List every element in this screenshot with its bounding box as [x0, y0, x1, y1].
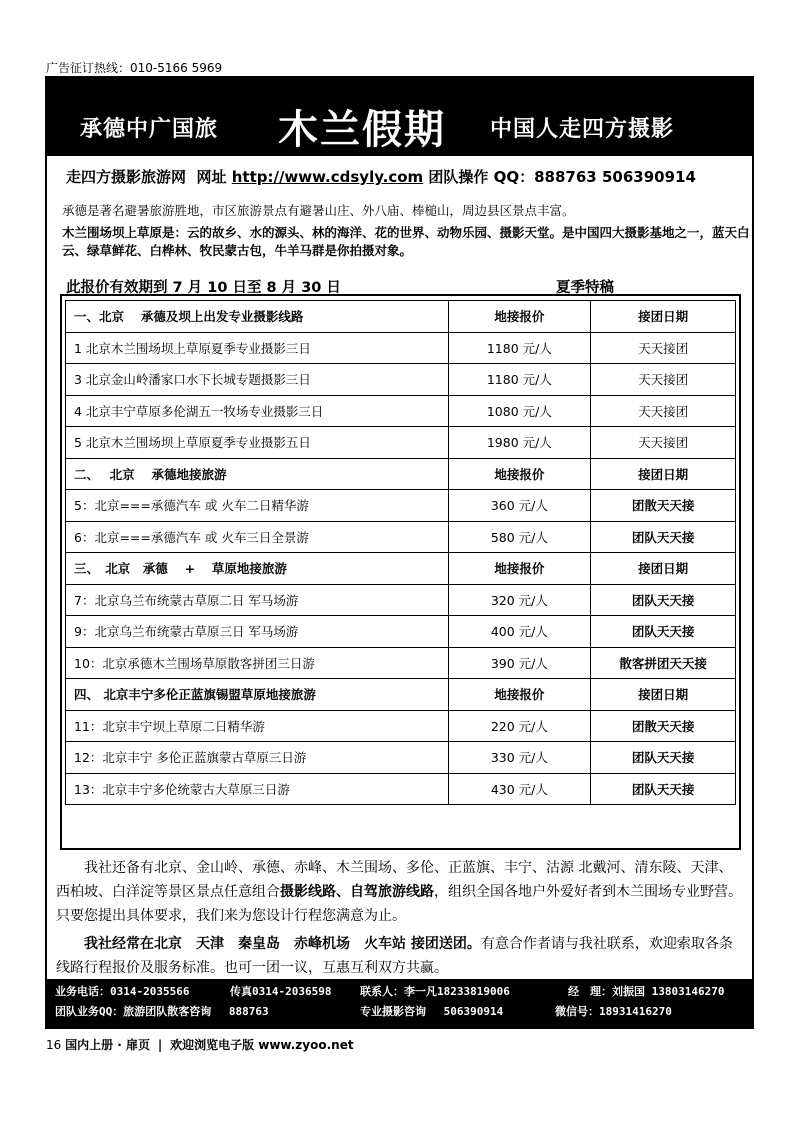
- summer-special-label: 夏季特稿: [556, 280, 614, 296]
- route-pickup-schedule: 天天接团: [591, 332, 736, 364]
- route-pickup-schedule: 团队天天接: [591, 584, 736, 616]
- team-qq: 团队操作 QQ：888763 506390914: [428, 168, 696, 186]
- route-name: 3 北京金山岭潘家口水下长城专题摄影三日: [66, 364, 449, 396]
- route-price: 1980 元/人: [448, 427, 591, 459]
- website-line: [66, 166, 696, 187]
- ad-hotline: 广告征订热线：010-5166 5969: [46, 61, 223, 75]
- table-row: [66, 742, 736, 774]
- table-section-header: [66, 679, 736, 711]
- route-price: 330 元/人: [448, 742, 591, 774]
- fax-number: 传真0314-2036598: [230, 985, 332, 998]
- route-price: 地接报价: [448, 553, 591, 585]
- route-pickup-schedule: 接团日期: [591, 458, 736, 490]
- cooperation-text: 有意合作者请与我社联系，欢迎索取各条线路行程报价及服务标准。也可一团一议，互惠互利双方共赢。: [56, 936, 733, 976]
- photo-consult-qq: 专业摄影咨询 506390914: [360, 1005, 504, 1018]
- route-price: 地接报价: [448, 458, 591, 490]
- route-pickup-schedule: 天天接团: [591, 395, 736, 427]
- wechat-id: 微信号：18931416270: [555, 1005, 672, 1018]
- route-name: 5 北京木兰围场坝上草原夏季专业摄影五日: [66, 427, 449, 459]
- route-price: 580 元/人: [448, 521, 591, 553]
- route-price: 390 元/人: [448, 647, 591, 679]
- table-row: [66, 332, 736, 364]
- route-price: 220 元/人: [448, 710, 591, 742]
- table-section-header: [66, 301, 736, 333]
- footer-ebook: 欢迎浏览电子版 www.zyoo.net: [170, 1038, 354, 1052]
- route-name: 11：北京丰宁坝上草原二日精华游: [66, 710, 449, 742]
- route-price: 400 元/人: [448, 616, 591, 648]
- pickup-locations: 我社经常在北京 天津 秦皇岛 赤峰机场 火车站 接团送团。: [84, 936, 481, 952]
- route-price: 430 元/人: [448, 773, 591, 805]
- table-row: [66, 710, 736, 742]
- route-name: 四、 北京丰宁多伦正蓝旗锡盟草原地接旅游: [66, 679, 449, 711]
- route-name: 三、 北京 承德 + 草原地接旅游: [66, 553, 449, 585]
- route-name: 9：北京乌兰布统蒙古草原三日 军马场游: [66, 616, 449, 648]
- route-pickup-schedule: 散客拼团天天接: [591, 647, 736, 679]
- price-table: [65, 300, 736, 805]
- table-row: [66, 490, 736, 522]
- route-price: 地接报价: [448, 679, 591, 711]
- table-row: [66, 395, 736, 427]
- route-name: 7：北京乌兰布统蒙古草原二日 军马场游: [66, 584, 449, 616]
- business-phone: 业务电话：0314-2035566: [55, 985, 190, 998]
- price-validity: 此报价有效期到 7 月 10 日至 8 月 30 日: [66, 280, 341, 296]
- route-name: 12：北京丰宁 多伦正蓝旗蒙古草原三日游: [66, 742, 449, 774]
- route-name: 5：北京===承德汽车 或 火车二日精华游: [66, 490, 449, 522]
- route-pickup-schedule: 团散天天接: [591, 710, 736, 742]
- banner-agency-name: 承德中广国旅: [80, 117, 219, 142]
- table-section-header: [66, 458, 736, 490]
- route-price: 360 元/人: [448, 490, 591, 522]
- route-pickup-schedule: 天天接团: [591, 427, 736, 459]
- route-pickup-schedule: 团队天天接: [591, 742, 736, 774]
- table-row: [66, 427, 736, 459]
- route-pickup-schedule: 天天接团: [591, 364, 736, 396]
- route-name: 6：北京===承德汽车 或 火车三日全景游: [66, 521, 449, 553]
- route-name: 13：北京丰宁多伦统蒙古大草原三日游: [66, 773, 449, 805]
- banner-brand-title: 木兰假期: [278, 107, 446, 153]
- contact-person: 联系人：李一凡18233819006: [360, 985, 510, 998]
- route-name: 4 北京丰宁草原多伦湖五一牧场专业摄影三日: [66, 395, 449, 427]
- route-price: 1180 元/人: [448, 364, 591, 396]
- footer-section: 国内上册 · 扉页: [65, 1038, 151, 1052]
- route-price: 1180 元/人: [448, 332, 591, 364]
- footer-separator: |: [157, 1038, 163, 1052]
- table-row: [66, 773, 736, 805]
- website-name: 走四方摄影旅游网: [66, 168, 187, 186]
- page-number: 16: [46, 1038, 62, 1052]
- team-business-qq: 团队业务QQ：旅游团队散客咨询 888763: [55, 1005, 269, 1018]
- services-paragraph: [56, 856, 746, 928]
- route-pickup-schedule: 接团日期: [591, 553, 736, 585]
- route-price: 320 元/人: [448, 584, 591, 616]
- services-text-end: ，组织全国各地户外爱好者到木兰围场专业野营。只要您提出具体要求，我们来为您设计行程您满意为止。: [56, 884, 742, 924]
- route-name: 10：北京承德木兰围场草原散客拼团三日游: [66, 647, 449, 679]
- table-row: [66, 584, 736, 616]
- route-pickup-schedule: 团散天天接: [591, 490, 736, 522]
- manager-contact: 经 理：刘振国 13803146270: [568, 985, 725, 998]
- route-price: 1080 元/人: [448, 395, 591, 427]
- services-highlight: 摄影线路、自驾旅游线路: [280, 884, 434, 900]
- route-pickup-schedule: 团队天天接: [591, 521, 736, 553]
- route-pickup-schedule: 团队天天接: [591, 616, 736, 648]
- banner-slogan: 中国人走四方摄影: [490, 117, 675, 142]
- route-name: 二、 北京 承德地接旅游: [66, 458, 449, 490]
- page-footer: [46, 1036, 354, 1053]
- services-text: 我社还备有北京、金山岭、承德、赤峰、木兰围场、多伦、正蓝旗、丰宁、沽源 北戴河、清东陵、天津、西柏坡、白洋淀等景区景点任意组合: [56, 860, 733, 900]
- pickup-paragraph: [56, 932, 746, 980]
- route-pickup-schedule: 团队天天接: [591, 773, 736, 805]
- intro-text-2: 木兰围场坝上草原是：云的故乡、水的源头、林的海洋、花的世界、动物乐园、摄影天堂。是中国四大摄影基地之一，蓝天白云、绿草鲜花、白桦林、牧民蒙古包，牛羊马群是你拍摄对象。: [62, 225, 750, 258]
- website-url-link[interactable]: http://www.cdsyly.com: [231, 168, 424, 186]
- route-pickup-schedule: 接团日期: [591, 301, 736, 333]
- intro-text-1: 承德是著名避暑旅游胜地，市区旅游景点有避暑山庄、外八庙、棒槌山，周边县区景点丰富。: [62, 203, 575, 218]
- route-price: 地接报价: [448, 301, 591, 333]
- table-row: [66, 647, 736, 679]
- table-row: [66, 364, 736, 396]
- route-pickup-schedule: 接团日期: [591, 679, 736, 711]
- route-name: 1 北京木兰围场坝上草原夏季专业摄影三日: [66, 332, 449, 364]
- website-url-label: 网址: [196, 168, 227, 186]
- table-row: [66, 521, 736, 553]
- route-name: 一、北京 承德及坝上出发专业摄影线路: [66, 301, 449, 333]
- table-section-header: [66, 553, 736, 585]
- table-row: [66, 616, 736, 648]
